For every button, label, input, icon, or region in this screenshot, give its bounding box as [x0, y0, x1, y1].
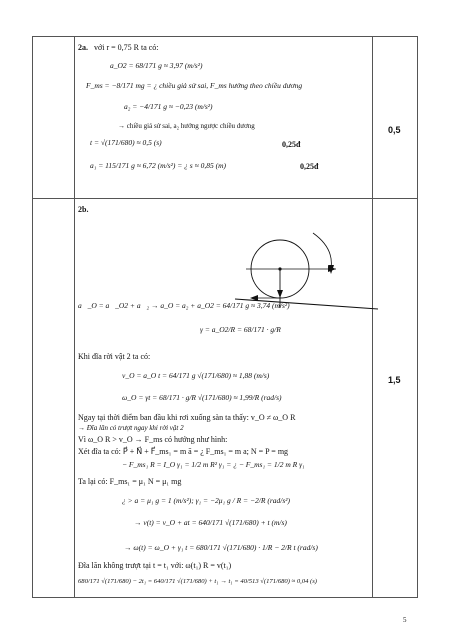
part-a-eq-a2: a₂ = −4/171 g ≈ −0,23 (m/s²): [124, 102, 213, 111]
table-row-divider: [32, 198, 418, 199]
part-b-line-friction: Ta lại có: F_ms₁ = μ₁ N = μ₁ mg: [78, 477, 182, 486]
part-b-line-gamma: γ = a_O2/R = 68/171 · g/R: [200, 325, 281, 334]
part-a-eq-aO2: a_O2 = 68/171 g ≈ 3,97 (m/s²): [110, 61, 203, 70]
part-b-line-accel: ¿ > a = μ₁ g = 1 (m/s²); γ₁ = −2μ₁ g / R = −2/R (rad/s²): [122, 496, 291, 505]
part-b-line-slip: → Đĩa lăn có trượt ngay khi rời vật 2: [78, 424, 184, 432]
part-b-line-rolling: Đĩa lăn không trượt tại t = t₁ với: ω(t₁) R = v(t₁): [78, 561, 232, 570]
part-b-line-v-of-t: → v(t) = v_O + at = 640/171 √(171/680) + t (m/s): [134, 518, 287, 527]
part-b-heading: 2b.: [78, 205, 89, 214]
part-a-eq-direction: → chiều giả sử sai, a₂ hướng ngược chiều dương: [118, 122, 255, 130]
part-b-line-leave: Khi đĩa rời vật 2 ta có:: [78, 352, 151, 361]
part-b-line-t1: 680/171 √(171/680) − 2t₁ = 640/171 √(171/680) + t₁ → t₁ = 40/513 √(171/680) ≈ 0,04 (s): [78, 578, 317, 585]
part-b-line-aO: a⃗_O = a⃗_O2 + a⃗₂ → a_O = a₂ + a_O2 = 64/171 g ≈ 3,74 (m/s²): [78, 301, 290, 310]
part-a-eq-fms: F_ms = −8/171 mg = ¿ chiều giả sử sai, F_ms hướng theo chiều dương: [86, 81, 303, 90]
part-b-line-newton: Xét đĩa ta có: P⃗ + N⃗ + F⃗_ms₁ = m ā = ¿ F_ms₁ = m a; N = P = mg: [78, 447, 289, 456]
part-a-eq-a1-score: 0,25đ: [300, 162, 319, 171]
part-b-score: 1,5: [388, 375, 401, 385]
part-b-line-omegaO: ω_O = γt = 68/171 · g/R √(171/680) ≈ 1,99/R (rad/s): [122, 393, 282, 402]
part-b-line-vO: v_O = a_O t = 64/171 g √(171/680) ≈ 1,88 (m/s): [122, 371, 270, 380]
part-b-line-observe: Ngay tại thời điểm ban đầu khi rơi xuống sàn ta thấy: v_O ≠ ω_O R: [78, 413, 296, 422]
part-a-heading: 2a.: [78, 43, 88, 52]
part-a-score: 0,5: [388, 125, 401, 135]
page-number: 5: [403, 616, 407, 624]
part-b-line-direction: Vì ω_O R > v_O → F_ms có hướng như hình:: [78, 435, 228, 444]
part-b-line-omega-of-t: → ω(t) = ω_O + γ₁ t = 680/171 √(171/680) · 1/R − 2/R t (rad/s): [124, 543, 318, 552]
part-a-eq-time: t = √(171/680) ≈ 0,5 (s): [90, 138, 162, 147]
part-a-eq-time-score: 0,25đ: [282, 140, 301, 149]
table-col-divider-left: [74, 36, 75, 598]
part-a-heading-text: với r = 0,75 R ta có:: [94, 43, 159, 52]
part-b-line-torque: − F_ms₁ R = I_O γ₁ = 1/2 m R² γ₁ = ¿ − F_ms₁ = 1/2 m R γ₁: [122, 460, 305, 469]
part-a-eq-a1: a₁ = 115/171 g ≈ 6,72 (m/s²) = ¿ s ≈ 0,85 (m): [90, 161, 226, 170]
